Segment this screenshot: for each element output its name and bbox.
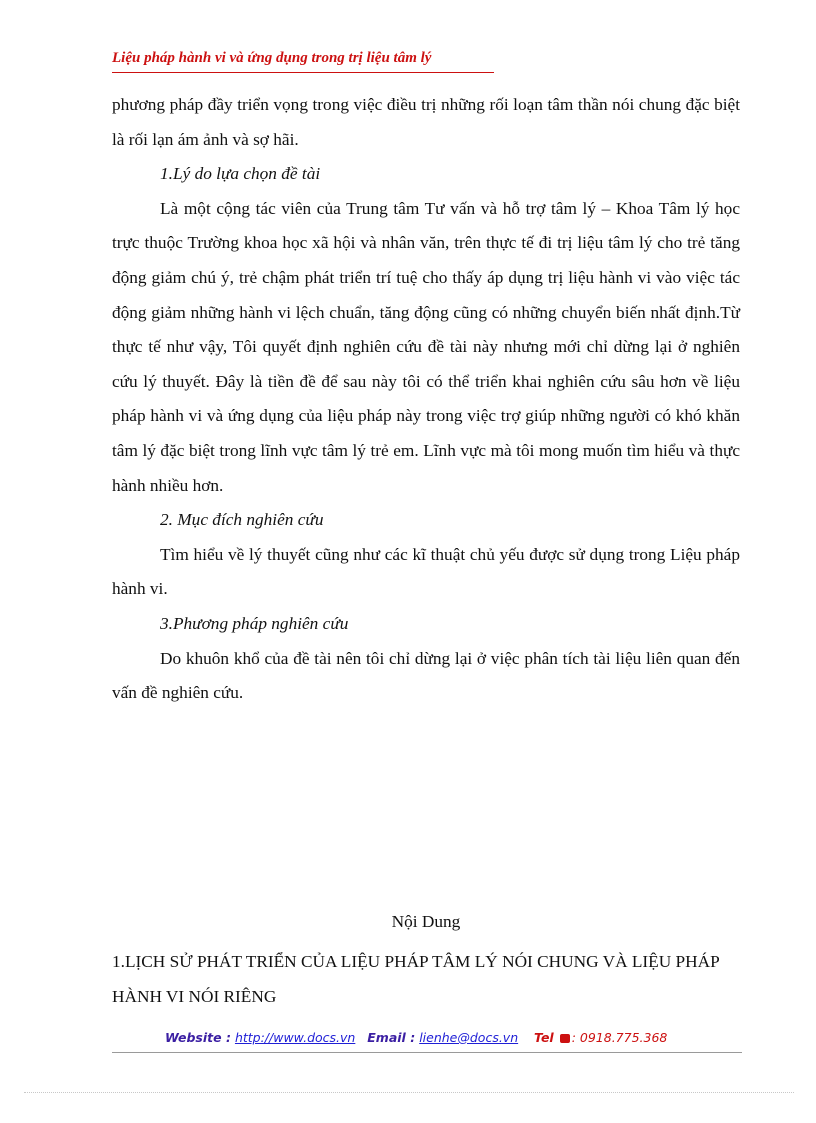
email-separator: : bbox=[405, 1030, 416, 1045]
phone-number: : 0918.775.368 bbox=[571, 1030, 668, 1045]
heading-reason: 1.Lý do lựa chọn đề tài bbox=[160, 164, 321, 184]
heading-purpose: 2. Mục đích nghiên cứu bbox=[160, 510, 324, 530]
paragraph-purpose: Tìm hiểu về lý thuyết cũng như các kĩ thuật chủ yếu được sử dụng trong Liệu pháp hành vi. bbox=[112, 544, 740, 599]
website-link[interactable]: http://www.docs.vn bbox=[234, 1030, 356, 1045]
running-header: Liệu pháp hành vi và ứng dụng trong trị liệu tâm lý bbox=[112, 50, 432, 66]
page-bottom-edge bbox=[24, 1092, 794, 1093]
email-label: Email bbox=[367, 1030, 406, 1045]
chapter-heading: 1.LỊCH SỬ PHÁT TRIỂN CỦA LIỆU PHÁP TÂM LÝ NÓI CHUNG VÀ LIỆU PHÁP HÀNH VI NÓI RIÊNG bbox=[112, 952, 720, 1006]
paragraph-method: Do khuôn khổ của đề tài nên tôi chỉ dừng lại ở việc phân tích tài liệu liên quan đến vấn đề nghiên cứu. bbox=[112, 648, 740, 703]
header-underline bbox=[112, 72, 494, 73]
footer-contact bbox=[165, 1030, 667, 1045]
footer-rule bbox=[112, 1052, 742, 1053]
email-link[interactable]: lienhe@docs.vn bbox=[419, 1030, 519, 1045]
document-body bbox=[112, 88, 740, 711]
heading-method: 3.Phương pháp nghiên cứu bbox=[160, 613, 349, 633]
section-title: Nội Dung bbox=[391, 912, 461, 931]
tel-label: Tel bbox=[534, 1030, 554, 1045]
paragraph-intro: phương pháp đầy triển vọng trong việc điều trị những rối loạn tâm thần nói chung đặc biệt là rối lạn ám ảnh và sợ hãi. bbox=[112, 95, 740, 149]
paragraph-reason: Là một cộng tác viên của Trung tâm Tư vấn và hỗ trợ tâm lý – Khoa Tâm lý học trực thuộc Trường khoa học xã hội và nhân văn, trên thực tế đi trị liệu tâm lý cho trẻ tăng động giảm chú ý, trẻ chậm phát triển trí tuệ cho thấy áp dụng trị liệu hành vi vào việc tác động giảm những hành vi lệch chuẩn, tăng động cũng có những chuyển biến nhất định.Từ thực tế như vậy, Tôi quyết định nghiên cứu đề tài này nhưng mới chỉ dừng lại ở nghiên cứu lý thuyết. Đây là tiền đề để sau này tôi có thể triển khai nghiên cứu sâu hơn về liệu pháp hành vi và ứng dụng của liệu pháp này trong việc trợ giúp những người có khó khăn tâm lý đặc biệt trong lĩnh vực tâm lý trẻ em. Lĩnh vực mà tôi mong muốn tìm hiểu và thực hành nhiều hơn. bbox=[112, 198, 740, 495]
website-label: Website : bbox=[165, 1030, 231, 1045]
phone-icon bbox=[560, 1034, 570, 1043]
